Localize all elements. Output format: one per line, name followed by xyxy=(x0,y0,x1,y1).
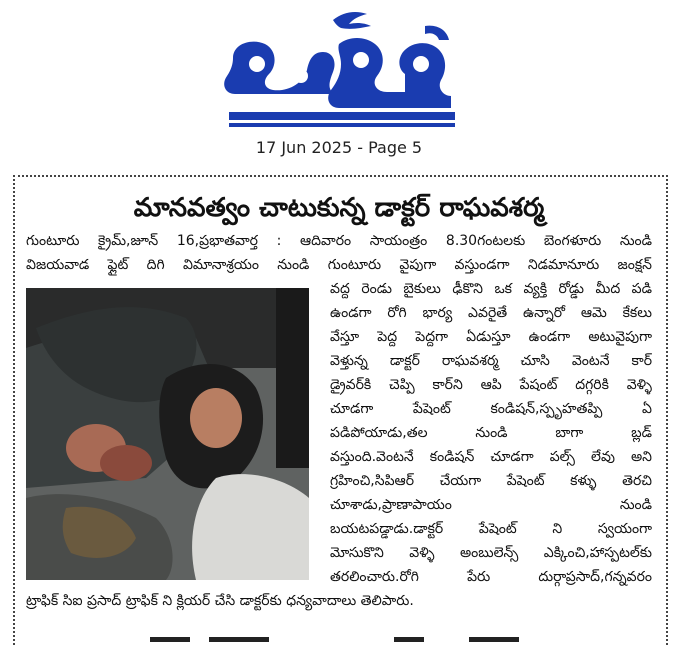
vaartha-logo-icon xyxy=(215,4,465,130)
date-page-label: 17 Jun 2025 - Page 5 xyxy=(255,138,423,157)
article-line-11: గ్రహించి,సిపిఆర్ చేయగా పేషెంట్ కళ్ళు తెరచి xyxy=(330,473,652,489)
article-headline: మానవత్వం చాటుకున్న డాక్టర్ రాఘవశర్మ xyxy=(133,193,545,223)
article-line-7: డ్రైవర్‌కి చెప్పి కార్‌ని ఆపి పేషంట్ దగ్గరికి వెళ్ళి xyxy=(330,377,652,393)
article-line-6: వెళ్తున్న డాక్టర్ రాఘవశర్మ చూసి వెంటనే కార్ xyxy=(330,353,652,369)
article-line-14: మోసుకొని వెళ్ళి అంబులెన్స్ ఎక్కించి,హాస్పటల్‌కు xyxy=(330,545,652,561)
article-line-5: వేస్తూ పెద్ద పెద్దగా ఏడుస్తూ ఉండగా అటువైపుగా xyxy=(330,329,652,345)
article-line-9: పడిపోయాడు,తల నుండి బాగా బ్లడ్ xyxy=(330,425,652,441)
article-line-2: విజయవాడ ఫ్లైట్ దిగి విమానాశ్రయం నుండి గుంటూరు వైపుగా వస్తుండగా నిడమానూరు జంక్షన్ xyxy=(26,257,652,273)
article-line-4: ఉండగా రోగి భార్య ఎవరైతే ఉన్నారో ఆమె కేకలు xyxy=(330,305,652,321)
article-line-1: గుంటూరు క్రైమ్,జూన్ 16,ప్రభాతవార్త : ఆదివారం సాయంత్రం 8.30గంటలకు బెంగళూరు నుండి xyxy=(26,233,652,249)
article-line-8: చూడగా పేషెంట్ కండిషన్,స్పృహతప్పి ఏ xyxy=(330,401,652,417)
article-line-15: తరలించారు.రోగి పేరు దుర్గాప్రసాద్,గన్నవరం xyxy=(330,569,652,585)
article-photo xyxy=(26,288,309,580)
article-line-3: వద్ద రెండు బైకులు ఢీకొని ఒక వ్యక్తి రోడ్డు మీద పడి xyxy=(330,281,652,297)
article-line-16: ట్రాఫిక్ సిఐ ప్రసాద్ ట్రాఫిక్ ని క్లియర్ చేసి డాక్టర్‌కు ధన్యవాదాలు తెలిపారు. xyxy=(26,593,414,609)
article-line-12: చూశాడు,ప్రాణాపాయం నుండి xyxy=(330,497,652,513)
newspaper-logo xyxy=(215,4,465,130)
article-line-10: వస్తుంది.వెంటనే కండిషన్ చూడగా పల్స్ లేవు అని xyxy=(330,449,652,465)
article-line-13: బయటపడ్డాడు.డాక్టర్ పేషెంట్ ని స్వయంగా xyxy=(330,521,652,537)
rescue-photo-icon xyxy=(26,288,309,580)
